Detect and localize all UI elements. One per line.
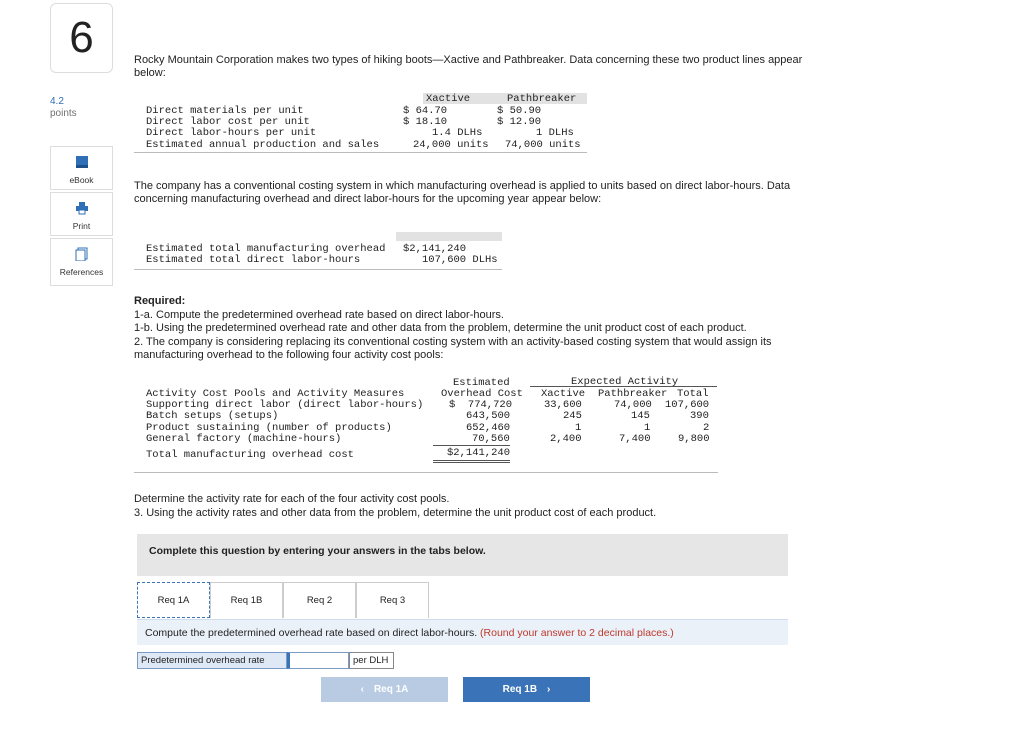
activity-pathbreaker: 1 — [644, 422, 651, 434]
activity-total-label: Total manufacturing overhead cost — [146, 449, 354, 461]
xactive-value: 1.4 DLHs — [432, 127, 483, 139]
pathbreaker-value: $ 12.90 — [497, 116, 542, 128]
intro-text: Rocky Mountain Corporation makes two types of hiking boots—Xactive and Pathbreaker. Data concerning these two product lines appear below: — [134, 54, 803, 79]
activity-total: 9,800 — [678, 433, 710, 445]
activity-pathbreaker: 145 — [631, 410, 650, 422]
print-label: Print — [72, 221, 91, 231]
activity-cost: 643,500 — [466, 410, 511, 422]
question-number: 6 — [50, 3, 113, 73]
print-button[interactable] — [50, 192, 113, 236]
activity-xactive: 1 — [575, 422, 582, 434]
activity-row-label: Batch setups (setups) — [146, 410, 279, 422]
chevron-left-icon: ‹ — [360, 684, 364, 695]
xactive-value: 24,000 units — [413, 139, 489, 151]
required-line: 1-b. Using the predetermined overhead rate and other data from the problem, determine the unit product cost of each product. — [134, 322, 747, 334]
required-line: 1-a. Compute the predetermined overhead rate based on direct labor-hours. — [134, 309, 504, 321]
prev-label: Req 1A — [373, 684, 409, 695]
activity-xactive: 33,600 — [544, 399, 582, 411]
activity-total-value: $2,141,240 — [447, 447, 511, 459]
rounding-note: (Round your answer to 2 decimal places.) — [480, 627, 674, 639]
required-line: 2. The company is considering replacing its conventional costing system with an activity-based costing system that would assign its manufacturing overhead to the following four activity cost pools: — [134, 336, 772, 361]
predetermined-rate-input[interactable] — [287, 652, 349, 669]
activity-total: 107,600 — [665, 399, 710, 411]
head-pathbreaker: Pathbreaker — [598, 388, 668, 400]
points-label: points — [50, 108, 77, 119]
tab-label: Req 2 — [306, 595, 333, 606]
tab-label: Req 3 — [379, 595, 406, 606]
pathbreaker-value: 1 DLHs — [536, 127, 574, 139]
activity-total: 2 — [703, 422, 710, 434]
activity-pathbreaker: 7,400 — [619, 433, 651, 445]
head-total: Total — [677, 388, 709, 400]
answer-label: Predetermined overhead rate — [137, 652, 287, 669]
chevron-right-icon: › — [547, 684, 551, 695]
next-label: Req 1B — [502, 684, 538, 695]
activity-cost: 652,460 — [466, 422, 511, 434]
product-row-label: Direct materials per unit — [146, 105, 304, 117]
tab-req-1b[interactable] — [210, 582, 283, 618]
points-info — [50, 96, 77, 120]
product-row-label: Direct labor-hours per unit — [146, 127, 317, 139]
prompt-text: Compute the predetermined overhead rate based on direct labor-hours. — [145, 627, 481, 639]
question-prompt — [137, 619, 788, 645]
activity-cost: 70,560 — [472, 433, 510, 445]
tab-label: Req 1B — [230, 595, 263, 606]
overhead-label: Estimated total direct labor-hours — [146, 254, 361, 266]
references-label: References — [59, 267, 104, 277]
xactive-value: $ 64.70 — [403, 105, 448, 117]
head-estimated: Estimated — [453, 377, 510, 389]
head-overhead-cost: Overhead Cost — [441, 388, 523, 400]
ebook-button[interactable] — [50, 146, 113, 190]
unit-cost-instruction: 3. Using the activity rates and other data from the problem, determine the unit product cost of each product. — [134, 507, 657, 519]
col-header-pathbreaker: Pathbreaker — [507, 93, 577, 105]
tab-req-3[interactable] — [356, 582, 429, 618]
activity-cost: $ 774,720 — [449, 399, 513, 411]
product-row-label: Direct labor cost per unit — [146, 116, 310, 128]
activity-row-label: Product sustaining (number of products) — [146, 422, 392, 434]
overhead-value: 107,600 DLHs — [422, 254, 498, 266]
tab-label: Req 1A — [157, 594, 190, 606]
head-expected-activity: Expected Activity — [571, 376, 679, 388]
prev-button[interactable] — [321, 677, 448, 702]
print-icon — [75, 201, 89, 215]
references-button[interactable] — [50, 238, 113, 286]
next-button[interactable] — [463, 677, 590, 702]
activity-rate-instruction: Determine the activity rate for each of the four activity cost pools. — [134, 493, 450, 505]
activity-total: 390 — [690, 410, 709, 422]
activity-row-label: Supporting direct labor (direct labor-hours) — [146, 399, 424, 411]
head-xactive: Xactive — [541, 388, 586, 400]
activity-row-label: General factory (machine-hours) — [146, 433, 342, 445]
tab-req-1a[interactable] — [137, 582, 210, 618]
overhead-value: $2,141,240 — [403, 243, 467, 255]
activity-xactive: 2,400 — [550, 433, 582, 445]
head-activity-pools: Activity Cost Pools and Activity Measures — [146, 388, 405, 400]
product-row-label: Estimated annual production and sales — [146, 139, 380, 151]
activity-pathbreaker: 74,000 — [614, 399, 652, 411]
points-value: 4.2 — [50, 96, 64, 107]
costing-description: The company has a conventional costing system in which manufacturing overhead is applied to units based on direct labor-hours. Data concerning manufacturing overhead and direct labor-hours for the upcoming year appear below: — [134, 180, 791, 205]
overhead-label: Estimated total manufacturing overhead — [146, 243, 386, 255]
book-icon — [75, 155, 89, 169]
col-header-xactive: Xactive — [426, 93, 471, 105]
tabs-instruction: Complete this question by entering your answers in the tabs below. — [137, 534, 788, 576]
xactive-value: $ 18.10 — [403, 116, 448, 128]
activity-xactive: 245 — [563, 410, 582, 422]
answer-unit: per DLH — [349, 652, 394, 669]
tab-req-2[interactable] — [283, 582, 356, 618]
references-icon — [75, 247, 89, 261]
required-heading: Required: — [134, 295, 186, 307]
ebook-label: eBook — [69, 175, 94, 185]
pathbreaker-value: 74,000 units — [505, 139, 581, 151]
pathbreaker-value: $ 50.90 — [497, 105, 542, 117]
